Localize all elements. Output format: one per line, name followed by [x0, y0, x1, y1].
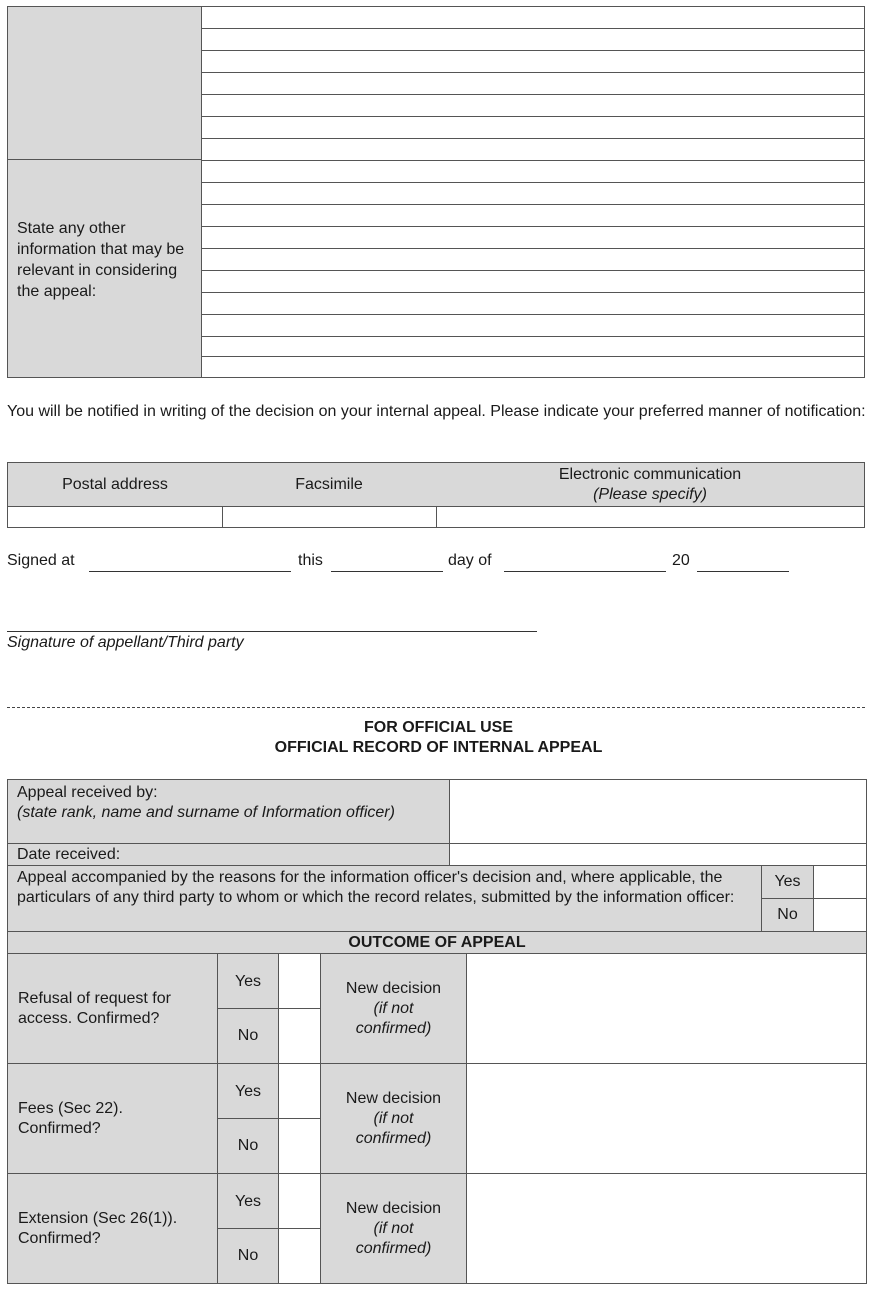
extension-yes-label: Yes — [218, 1173, 279, 1228]
refusal-new-decision-field[interactable] — [467, 953, 866, 1063]
refusal-no-label: No — [218, 1008, 279, 1063]
write-line[interactable] — [202, 50, 864, 51]
extension-no-label: No — [218, 1228, 279, 1283]
write-line[interactable] — [202, 314, 864, 315]
write-line[interactable] — [202, 336, 864, 337]
new-decision-text: New decision — [345, 1089, 442, 1107]
signed-row — [7, 549, 867, 573]
write-line[interactable] — [202, 138, 864, 139]
day-of-label: day of — [448, 552, 492, 569]
refusal-no-checkbox[interactable] — [279, 1008, 321, 1063]
other-info-label: State any other information that may be relevant in considering the appeal: — [17, 220, 185, 300]
date-received-label: Date received: — [8, 843, 450, 865]
accompanied-no-checkbox[interactable] — [814, 898, 866, 931]
write-line[interactable] — [202, 248, 864, 249]
month-field[interactable] — [504, 571, 666, 572]
refusal-yes-checkbox[interactable] — [279, 953, 321, 1008]
previous-field-label-cell — [8, 7, 202, 160]
write-line[interactable] — [202, 270, 864, 271]
signature-field[interactable] — [7, 631, 537, 632]
this-label: this — [298, 552, 323, 569]
confirmed-text: confirmed) — [355, 1129, 432, 1147]
refusal-new-decision-label — [321, 953, 467, 1063]
day-field[interactable] — [331, 571, 443, 572]
appeal-details-table — [7, 6, 865, 378]
extension-yes-checkbox[interactable] — [279, 1173, 321, 1228]
write-line[interactable] — [202, 72, 864, 73]
new-decision-text: New decision — [345, 1199, 442, 1217]
write-line[interactable] — [202, 292, 864, 293]
accompanied-no-label: No — [762, 898, 814, 931]
accompanied-yes-label: Yes — [762, 865, 814, 898]
extension-new-decision-field[interactable] — [467, 1173, 866, 1283]
extension-confirmed-label: Extension (Sec 26(1)). Confirmed? — [8, 1173, 218, 1283]
fees-new-decision-label — [321, 1063, 467, 1173]
if-not-text: (if not — [373, 1219, 414, 1237]
write-line[interactable] — [202, 28, 864, 29]
write-line[interactable] — [202, 356, 864, 357]
postal-address-field[interactable] — [8, 506, 223, 527]
received-by-label-cell — [8, 780, 450, 843]
electronic-communication-header — [436, 463, 864, 507]
accompanied-yes-checkbox[interactable] — [814, 865, 866, 898]
received-by-field[interactable] — [450, 780, 866, 843]
fees-no-label: No — [218, 1118, 279, 1173]
extension-no-checkbox[interactable] — [279, 1228, 321, 1283]
official-record-heading: OFFICIAL RECORD OF INTERNAL APPEAL — [274, 739, 603, 756]
refusal-yes-label: Yes — [218, 953, 279, 1008]
extension-new-decision-label — [321, 1173, 467, 1283]
if-not-text: (if not — [373, 1109, 414, 1127]
write-line[interactable] — [202, 182, 864, 183]
confirmed-text: confirmed) — [355, 1239, 432, 1257]
confirmed-text: confirmed) — [355, 1019, 432, 1037]
other-info-label-cell — [8, 160, 202, 377]
outcome-of-appeal-header: OUTCOME OF APPEAL — [8, 931, 866, 953]
signature-label: Signature of appellant/Third party — [7, 634, 244, 651]
fees-yes-label: Yes — [218, 1063, 279, 1118]
year-field[interactable] — [697, 571, 789, 572]
electronic-communication-note: (Please specify) — [593, 485, 707, 503]
facsimile-header: Facsimile — [222, 463, 437, 507]
accompanied-label: Appeal accompanied by the reasons for the information officer's decision and, where applicable, the particulars of any third party to whom or which the record relates, submitted by the information officer: — [8, 865, 762, 931]
notification-instructions: You will be notified in writing of the decision on your internal appeal. Please indicate your preferred manner of notification: — [7, 403, 866, 420]
write-line[interactable] — [202, 160, 864, 161]
new-decision-text: New decision — [345, 979, 442, 997]
official-use-heading: FOR OFFICIAL USE — [363, 719, 514, 736]
signed-at-label: Signed at — [7, 552, 75, 569]
write-line[interactable] — [202, 204, 864, 205]
official-record-table — [7, 779, 867, 1284]
fees-yes-checkbox[interactable] — [279, 1063, 321, 1118]
refusal-confirmed-label: Refusal of request for access. Confirmed? — [8, 953, 218, 1063]
if-not-text: (if not — [373, 999, 414, 1017]
date-received-field[interactable] — [450, 843, 866, 865]
signed-at-field[interactable] — [89, 571, 291, 572]
write-line[interactable] — [202, 94, 864, 95]
official-use-title — [0, 718, 877, 758]
electronic-communication-field[interactable] — [436, 506, 864, 527]
write-line[interactable] — [202, 116, 864, 117]
facsimile-field[interactable] — [222, 506, 437, 527]
year-prefix-label: 20 — [672, 552, 690, 569]
fees-new-decision-field[interactable] — [467, 1063, 866, 1173]
received-by-label: Appeal received by: — [17, 784, 158, 801]
write-line[interactable] — [202, 226, 864, 227]
received-by-note: (state rank, name and surname of Information officer) — [17, 804, 395, 821]
postal-address-header: Postal address — [8, 463, 223, 507]
electronic-communication-label: Electronic communication — [558, 465, 742, 483]
fees-confirmed-label: Fees (Sec 22). Confirmed? — [8, 1063, 218, 1173]
fees-no-checkbox[interactable] — [279, 1118, 321, 1173]
cut-line-separator — [7, 707, 865, 708]
notification-method-table — [7, 462, 865, 528]
